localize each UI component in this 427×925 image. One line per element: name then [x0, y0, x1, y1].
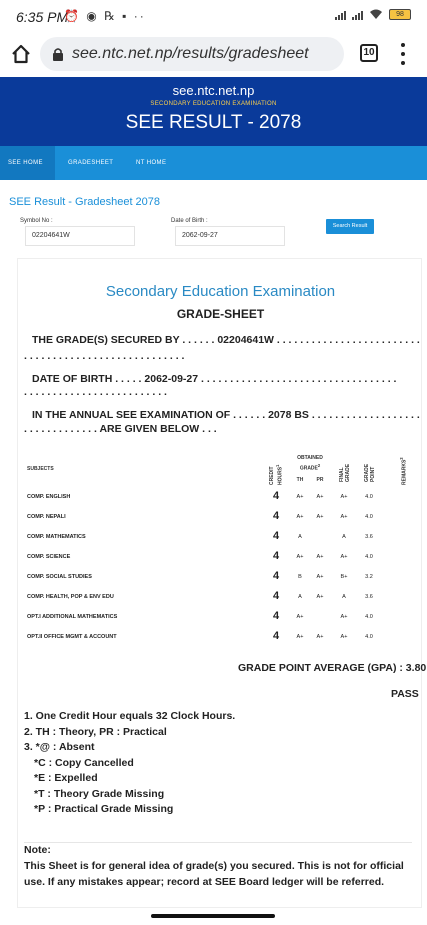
- row-final: A+: [340, 514, 348, 520]
- row-gp: 3.6: [365, 534, 373, 540]
- signal-icon: [335, 9, 346, 20]
- row-credit: 4: [272, 550, 280, 562]
- row-th: A+: [296, 514, 304, 520]
- result-status: PASS: [391, 688, 419, 700]
- row-th: A+: [296, 614, 304, 620]
- row-credit: 4: [272, 630, 280, 642]
- secured-by-line: THE GRADE(S) SECURED BY . . . . . . 02204641W . . . . . . . . . . . . . . . . . . . . . . . . .: [32, 334, 420, 346]
- row-final: A: [342, 534, 346, 540]
- row-gp: 4.0: [365, 554, 373, 560]
- row-gp: 3.6: [365, 594, 373, 600]
- secured-by-line-cont: . . . . . . . . . . . . . . . . . . . . . . . . . . . .: [24, 350, 185, 362]
- row-th: B: [298, 574, 302, 580]
- row-gp: 4.0: [365, 514, 373, 520]
- divider: [24, 842, 412, 843]
- row-final: B+: [340, 574, 348, 580]
- row-pr: A+: [316, 634, 324, 640]
- row-th: A: [298, 594, 302, 600]
- legend-item: *P : Practical Grade Missing: [34, 803, 174, 815]
- row-credit: 4: [272, 570, 280, 582]
- row-pr: A+: [316, 554, 324, 560]
- wifi-icon: [369, 9, 383, 20]
- legend-item: *T : Theory Grade Missing: [34, 787, 165, 800]
- row-pr: A+: [316, 494, 324, 500]
- row-subject: COMP. NEPALI: [27, 514, 66, 520]
- lock-icon: [52, 47, 64, 61]
- header-pr: PR: [316, 477, 324, 483]
- site-banner: [0, 77, 427, 146]
- row-pr: A+: [316, 594, 324, 600]
- header-th: TH: [296, 477, 304, 483]
- legend-item: 3. *@ : Absent: [24, 741, 95, 753]
- row-final: A: [342, 594, 346, 600]
- row-credit: 4: [272, 490, 280, 502]
- notification-icons: ⏰ ◉ ℞ ▪ ··: [64, 9, 146, 23]
- row-credit: 4: [272, 510, 280, 522]
- row-th: A: [298, 534, 302, 540]
- dob-line: DATE OF BIRTH . . . . . 2062-09-27 . . . . . . . . . . . . . . . . . . . . . . . . . . . . . . . . . .: [32, 373, 397, 385]
- signal-icon-2: [352, 9, 363, 20]
- note-body: This Sheet is for general idea of grade(s) you secured. This is not for official use. If any mistakes appear; record at SEE Board ledger will be referred.: [24, 860, 404, 888]
- header-grade-point: GRADE POINT: [364, 463, 376, 482]
- header-final-grade: FINAL GRADE: [339, 463, 351, 482]
- row-gp: 4.0: [365, 494, 373, 500]
- row-gp: 3.2: [365, 574, 373, 580]
- row-pr: A+: [316, 574, 324, 580]
- row-credit: 4: [272, 590, 280, 602]
- row-th: A+: [296, 494, 304, 500]
- battery-icon: 98: [389, 9, 411, 20]
- header-remarks: REMARKS$^3$: [399, 457, 408, 485]
- header-obtained-grade: OBTAINED GRADE$^2$: [297, 455, 323, 472]
- gpa-text: GRADE POINT AVERAGE (GPA) : 3.80: [238, 662, 427, 674]
- dob-label: Date of Birth :: [171, 218, 208, 224]
- note-heading: Note:: [24, 844, 51, 856]
- page-heading: SEE Result - Gradesheet 2078: [9, 196, 161, 208]
- legend-item: *E : Expelled: [34, 772, 98, 784]
- status-time: 6:35 PM: [16, 9, 69, 25]
- legend-item: 2. TH : Theory, PR : Practical: [24, 725, 167, 738]
- url-text: see.ntc.net.np/results/gradesheet: [72, 45, 309, 62]
- row-final: A+: [340, 554, 348, 560]
- symbol-input[interactable]: 02204641W: [25, 226, 135, 246]
- row-credit: 4: [272, 530, 280, 542]
- status-right: [335, 9, 411, 20]
- grade-sheet: [17, 258, 427, 908]
- tab-switcher-button[interactable]: 10: [360, 44, 378, 62]
- dob-input[interactable]: 2062-09-27: [175, 226, 285, 246]
- exam-line-cont: . . . . . . . . . . . . . ARE GIVEN BELOW . . .: [24, 423, 217, 435]
- row-subject: COMP. ENGLISH: [27, 494, 71, 500]
- sheet-title: Secondary Education Examination: [105, 283, 336, 300]
- row-subject: COMP. HEALTH, POP & ENV EDU: [27, 594, 114, 600]
- header-subjects: SUBJECTS: [27, 466, 54, 472]
- banner-site: see.ntc.net.np: [172, 83, 255, 98]
- row-credit: 4: [272, 610, 280, 622]
- dob-line-cont: . . . . . . . . . . . . . . . . . . . . . . . . .: [24, 386, 167, 398]
- row-gp: 4.0: [365, 614, 373, 620]
- banner-title: SEE RESULT - 2078: [125, 112, 302, 133]
- row-final: A+: [340, 614, 348, 620]
- gesture-bar[interactable]: [151, 914, 275, 918]
- row-final: A+: [340, 494, 348, 500]
- row-pr: A+: [316, 514, 324, 520]
- sheet-subtitle: GRADE-SHEET: [176, 307, 265, 321]
- nav-bar: [0, 146, 427, 180]
- row-gp: 4.0: [365, 634, 373, 640]
- symbol-label: Symbol No :: [20, 218, 53, 224]
- banner-exam-name: SECONDARY EDUCATION EXAMINATION: [150, 101, 277, 107]
- row-subject: COMP. SCIENCE: [27, 554, 71, 560]
- search-result-button[interactable]: Search Result: [326, 219, 374, 234]
- row-subject: OPT.I ADDITIONAL MATHEMATICS: [27, 614, 118, 620]
- menu-icon[interactable]: [400, 43, 406, 65]
- header-credit-hours: CREDIT HOURS$^1$: [269, 464, 284, 485]
- row-th: A+: [296, 554, 304, 560]
- legend-item: 1. One Credit Hour equals 32 Clock Hours.: [24, 710, 236, 722]
- address-bar[interactable]: [40, 37, 344, 71]
- home-icon[interactable]: [10, 43, 32, 65]
- browser-toolbar: [0, 34, 427, 74]
- row-th: A+: [296, 634, 304, 640]
- legend-item: *C : Copy Cancelled: [34, 756, 134, 769]
- row-subject: COMP. MATHEMATICS: [27, 534, 86, 540]
- row-final: A+: [340, 634, 348, 640]
- legend-notes: [24, 709, 235, 818]
- exam-line: IN THE ANNUAL SEE EXAMINATION OF . . . . . . 2078 BS . . . . . . . . . . . . . . . . . . .: [32, 409, 420, 421]
- status-bar: [0, 0, 427, 34]
- nav-nt-home[interactable]: NT HOME: [136, 160, 167, 166]
- row-subject: COMP. SOCIAL STUDIES: [27, 574, 92, 580]
- nav-see-home[interactable]: SEE HOME: [0, 146, 55, 180]
- row-subject: OPT.II OFFICE MGMT & ACCOUNT: [27, 634, 117, 640]
- nav-gradesheet[interactable]: GRADESHEET: [68, 160, 114, 166]
